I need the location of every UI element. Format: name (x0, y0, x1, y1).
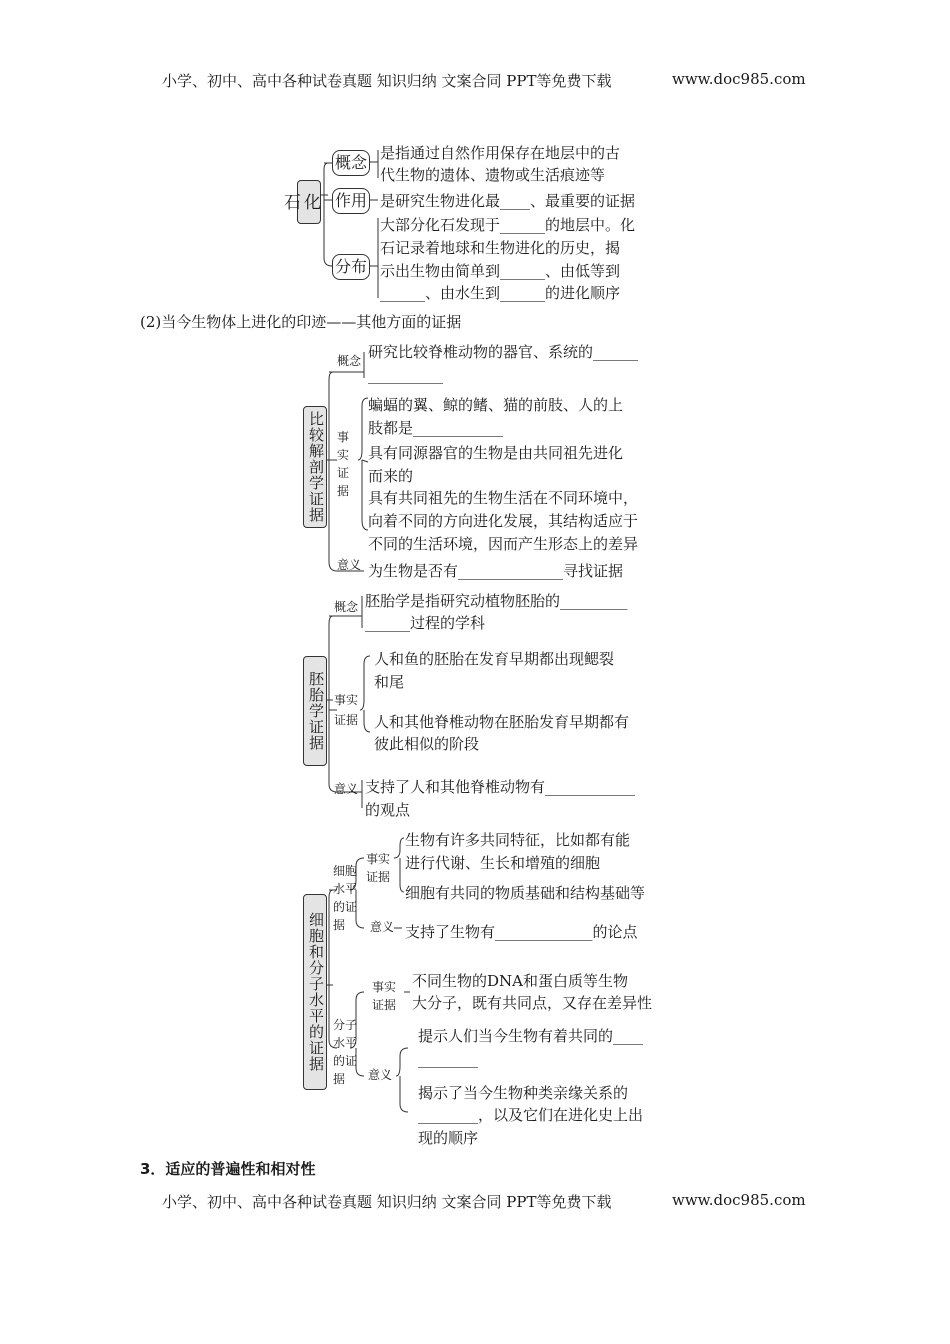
embryo-root-box: 胚胎学证据 (303, 656, 327, 766)
molecular-fact-line-2: 大分子，既有共同点，又存在差异性 (412, 994, 653, 1012)
anatomy-fact-line-1: 蝙蝠的翼、鲸的鳍、猫的前肢、人的上 (368, 396, 624, 414)
cell-meaning-label: 意义 (370, 920, 395, 934)
anatomy-meaning-line: 为生物是否有______________寻找证据 (368, 562, 624, 580)
embryo-fact-line-1: 人和鱼的胚胎在发育早期都出现鳃裂 (374, 650, 615, 668)
anatomy-fact-line-2: 肢都是____________ (368, 419, 504, 437)
fossil-dist-line-4: ______、由水生到______的进化顺序 (380, 284, 621, 302)
cell-fact-label: 事实证据 (366, 852, 391, 884)
embryo-concept-line-1: 胚胎学是指研究动植物胚胎的_________ (365, 592, 628, 610)
section2-title: (2)当今生物体上进化的印迹——其他方面的证据 (140, 313, 462, 331)
fossil-concept-line-1: 是指通过自然作用保存在地层中的古 (380, 144, 621, 162)
footer-text: 小学、初中、高中各种试卷真题 知识归纳 文案合同 PPT等免费下载 (162, 1193, 612, 1211)
section3-title: 3．适应的普遍性和相对性 (140, 1160, 316, 1178)
header-text: 小学、初中、高中各种试卷真题 知识归纳 文案合同 PPT等免费下载 (162, 72, 612, 90)
fossil-dist-line-2: 石记录着地球和生物进化的历史，揭 (380, 239, 621, 257)
anatomy-concept-label: 概念 (337, 354, 362, 368)
anatomy-fact-label: 事实证据 (337, 430, 350, 498)
anatomy-fact-line-6: 向着不同的方向进化发展，其结构适应于 (368, 512, 639, 530)
fossil-concept-label: 概念 (332, 150, 370, 176)
anatomy-fact-line-7: 不同的生活环境，因而产生形态上的差异 (368, 535, 639, 553)
fossil-role-line: 是研究生物进化最____、最重要的证据 (380, 192, 636, 210)
molecular-meaning-line-2: ________ (418, 1050, 478, 1068)
molecular-root-box: 细胞和分子水平的证据 (303, 894, 327, 1090)
molecular-meaning-label: 意义 (368, 1068, 393, 1082)
embryo-fact-label: 事实证据 (334, 693, 359, 727)
fossil-dist-line-1: 大部分化石发现于______的地层中。化 (380, 216, 636, 234)
molecular-level-label: 分子水平的证据 (333, 1018, 358, 1086)
fossil-dist-label: 分布 (332, 254, 370, 280)
embryo-fact-line-3: 人和其他脊椎动物在胚胎发育早期都有 (374, 713, 630, 731)
anatomy-root-box: 比较解剖学证据 (303, 406, 327, 528)
embryo-meaning-line-1: 支持了人和其他脊椎动物有____________ (365, 778, 636, 796)
fossil-role-label: 作用 (332, 188, 370, 214)
cell-fact-line-3: 细胞有共同的物质基础和结构基础等 (405, 884, 646, 902)
molecular-meaning-line-4: ________，以及它们在进化史上出 (418, 1106, 644, 1124)
anatomy-fact-line-4: 而来的 (368, 467, 414, 485)
footer-url: www.doc985.com (672, 1191, 806, 1209)
molecular-fact-line-1: 不同生物的DNA和蛋白质等生物 (412, 972, 628, 990)
embryo-concept-line-2: ______过程的学科 (365, 614, 486, 632)
anatomy-concept-line-2: __________ (368, 366, 443, 384)
header-url: www.doc985.com (672, 70, 806, 88)
cell-fact-line-2: 进行代谢、生长和增殖的细胞 (405, 854, 601, 872)
molecular-meaning-line-1: 提示人们当今生物有着共同的____ (418, 1027, 644, 1045)
embryo-meaning-line-2: 的观点 (365, 801, 411, 819)
anatomy-concept-line-1: 研究比较脊椎动物的器官、系统的______ (368, 343, 639, 361)
anatomy-fact-line-3: 具有同源器官的生物是由共同祖先进化 (368, 444, 624, 462)
cell-level-label: 细胞水平的证据 (333, 864, 358, 932)
fossil-root-box: 化石 (297, 180, 321, 224)
embryo-fact-line-4: 彼此相似的阶段 (374, 735, 480, 753)
molecular-meaning-line-5: 现的顺序 (418, 1129, 479, 1147)
embryo-concept-label: 概念 (334, 600, 359, 614)
embryo-meaning-label: 意义 (334, 782, 359, 796)
fossil-concept-line-2: 代生物的遗体、遗物或生活痕迹等 (380, 166, 606, 184)
cell-meaning-line: 支持了生物有_____________的论点 (405, 923, 638, 941)
anatomy-fact-line-5: 具有共同祖先的生物生活在不同环境中， (368, 489, 639, 507)
embryo-fact-line-2: 和尾 (374, 673, 405, 691)
molecular-fact-label: 事实证据 (372, 980, 397, 1012)
fossil-dist-line-3: 示出生物由简单到______、由低等到 (380, 262, 621, 280)
cell-fact-line-1: 生物有许多共同特征，比如都有能 (405, 831, 631, 849)
molecular-meaning-line-3: 揭示了当今生物种类亲缘关系的 (418, 1084, 629, 1102)
anatomy-meaning-label: 意义 (337, 558, 362, 572)
